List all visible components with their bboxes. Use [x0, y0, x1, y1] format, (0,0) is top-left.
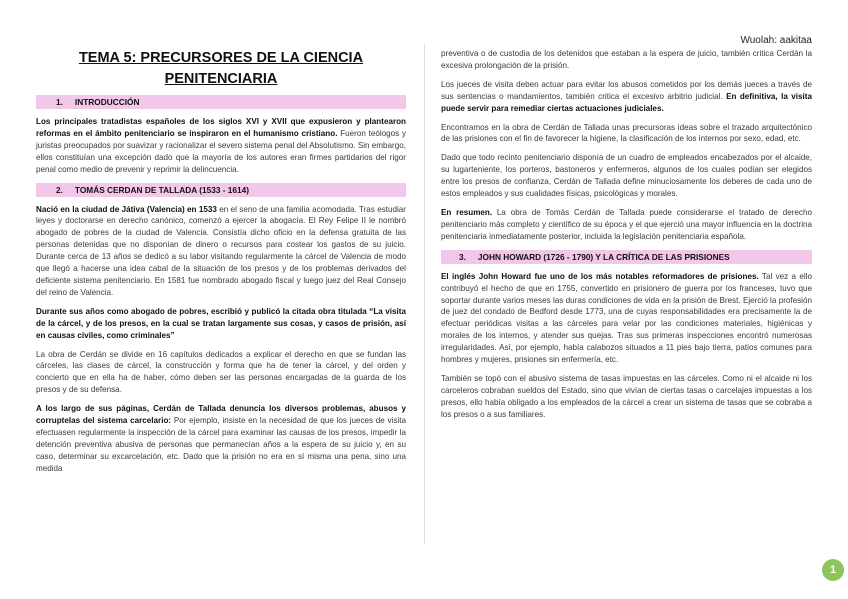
section-label: JOHN HOWARD (1726 - 1790) Y LA CRÍTICA DE LAS PRISIONES: [477, 251, 730, 262]
section-heading-introduccion: [36, 95, 406, 109]
section-label: TOMÁS CERDAN DE TALLADA (1533 - 1614): [74, 184, 250, 195]
paragraph: El inglés John Howard fue uno de los más notables reformadores de prisiones. Tal vez a ello contribuyó el hecho de que en 1755, convertido en prisionero de guerra por los franceses, tuvo que soportar durante varios meses las duras condiciones de vida en la prisión de Brest. Ejerció la profesión de juez del condado de Bedford desde 1773, una de cuyas responsabilidades era precisamente la de efectuar periódicas visitas a las cárceles para velar por las condiciones materiales, higiénicas y morales de los internos, y atender sus quejas. Tras sus primeras inspecciones encontró numerosas irregularidades. Así, por ejemplo, había calabozos situados a 11 pies bajo tierra, patios comunes para hombres y mujeres, prisiones sin enfermería, etc.: [441, 271, 812, 365]
paragraph: Durante sus años como abogado de pobres, escribió y publicó la citada obra titulada “La visita de la cárcel, y de los presos, en la cual se tratan largamente sus cosas, y casos de prisión, así en causas civiles, como criminales”: [36, 306, 406, 340]
page-number-badge: 1: [822, 559, 844, 581]
paragraph: Encontramos en la obra de Cerdán de Tallada unas precursoras ideas sobre el trazado arquitectónico de las prisiones con el fin de favorecer la higiene, la clasificación de los internos por sexo, edad, etc.: [441, 122, 812, 144]
paragraph: En resumen. La obra de Tomás Cerdán de Tallada puede considerarse el tratado de derecho penitenciario más completo y científico de su época y el que ejerció una mayor influencia en la doctrina penitenciaria inmediatamente posterior, incluida la legislación penitenciaria española.: [441, 207, 812, 241]
right-column: [441, 48, 812, 428]
paragraph: La obra de Cerdán se divide en 16 capítulos dedicados a explicar el derecho en que se fundan las cárceles, las clases de cárcel, la construcción y forma que ha de tener la cárcel, y del orden y concierto que en ella ha de haber, cómo deben ser las personas encargadas de la guarda de los presos y de su defensa.: [36, 349, 406, 395]
paragraph: Nació en la ciudad de Játiva (Valencia) en 1533 en el seno de una familia acomodada. Tras estudiar leyes y doctorarse en derecho canónico, comenzó a ejercer la abogacía. El Rey Felipe II le nombró abogado de pobres de la ciudad de Valencia. Consistía dicho oficio en la defensa gratuita de las personas detenidas que no disponían de dinero o recursos para costear los gastos de su juicio. Durante cerca de 13 años se dedicó a su labor visitando regularmente la cárcel de Valencia de modo que llegó a hacerse una idea cabal de la situación de los presos y de los problemas derivados del deficiente sistema penitenciario. En 1581 fue nombrado abogado fiscal y luego juez del Real Consejo del reino de Valencia.: [36, 204, 406, 297]
column-divider: [424, 44, 425, 544]
paragraph: Los principales tratadistas españoles de los siglos XVI y XVII que expusieron y plantearon reformas en el ámbito penitenciario se inspiraron en el humanismo cristiano. Fueron teólogos y juristas preocupados por suavizar y racionalizar el severo sistema penal del Absolutismo. Sin embargo, ellos constituían una excepción dado que la mayoría de los autores eran firmes partidarios del rigor penal como medio de prevenir y reprimir la delincuencia.: [36, 117, 407, 174]
section-label: INTRODUCCIÓN: [74, 97, 140, 107]
paragraph: También se topó con el abusivo sistema de tasas impuestas en las cárceles. Como ni el alcaide ni los carceleros cobraban sueldos del Estado, sino que vivían de ciertas tasas o carcelajes impuestas a los presos, ello había obligado a los empleados de la cárcel a crear un sistema de tasas que se cobraba a los presos o a sus familiares.: [441, 373, 812, 419]
paragraph: Dado que todo recinto penitenciario disponía de un cuadro de empleados encabezados por el alcaide, su lugarteniente, los porteros, bastoneros y enfermeros, algunos de los cuales podían ser elegidos entre los presos de confianza, Cerdán de Tallada define minuciosamente los deberes de cada uno de estos empleados y sus cualidades físicas, psicológicas y morales.: [441, 153, 812, 199]
section-heading-cerdan: [36, 183, 406, 197]
page-title: TEMA 5: PRECURSORES DE LA CIENCIA PENITENCIARIA: [78, 50, 364, 87]
left-column: [36, 48, 406, 482]
paragraph: preventiva o de custodia de los detenidos que estaban a la espera de juicio, también critica Cerdán la excesiva prolongación de la prisión.: [441, 49, 812, 70]
section-number: 2.: [56, 184, 63, 195]
watermark: Wuolah: aakitaa: [740, 35, 812, 46]
paragraph: A los largo de sus páginas, Cerdán de Tallada denuncia los diversos problemas, abusos y corruptelas del sistema carcelario: Por ejemplo, insiste en la necesidad de que los jueces de visita efectuasen regularmente la inspección de la cárcel para examinar las causas de los presos, impedir la detención preventiva abusiva de personas que permanecían años a la espera de su juicio y, en su caso, determinar su excarcelación, etc. Dado que la prisión no era en sí misma una pena, sino una medida: [36, 404, 406, 473]
paragraph: Los jueces de visita deben actuar para evitar los abusos cometidos por los demás jueces a través de sus sentencias o mandamientos, también critica el excesivo arbitrio judicial. En definitiva, la visita puede servir para remediar ciertas actuaciones judiciales.: [441, 79, 812, 113]
section-number: 3.: [459, 251, 466, 262]
section-number: 1.: [56, 97, 63, 107]
section-heading-howard: [441, 250, 812, 264]
